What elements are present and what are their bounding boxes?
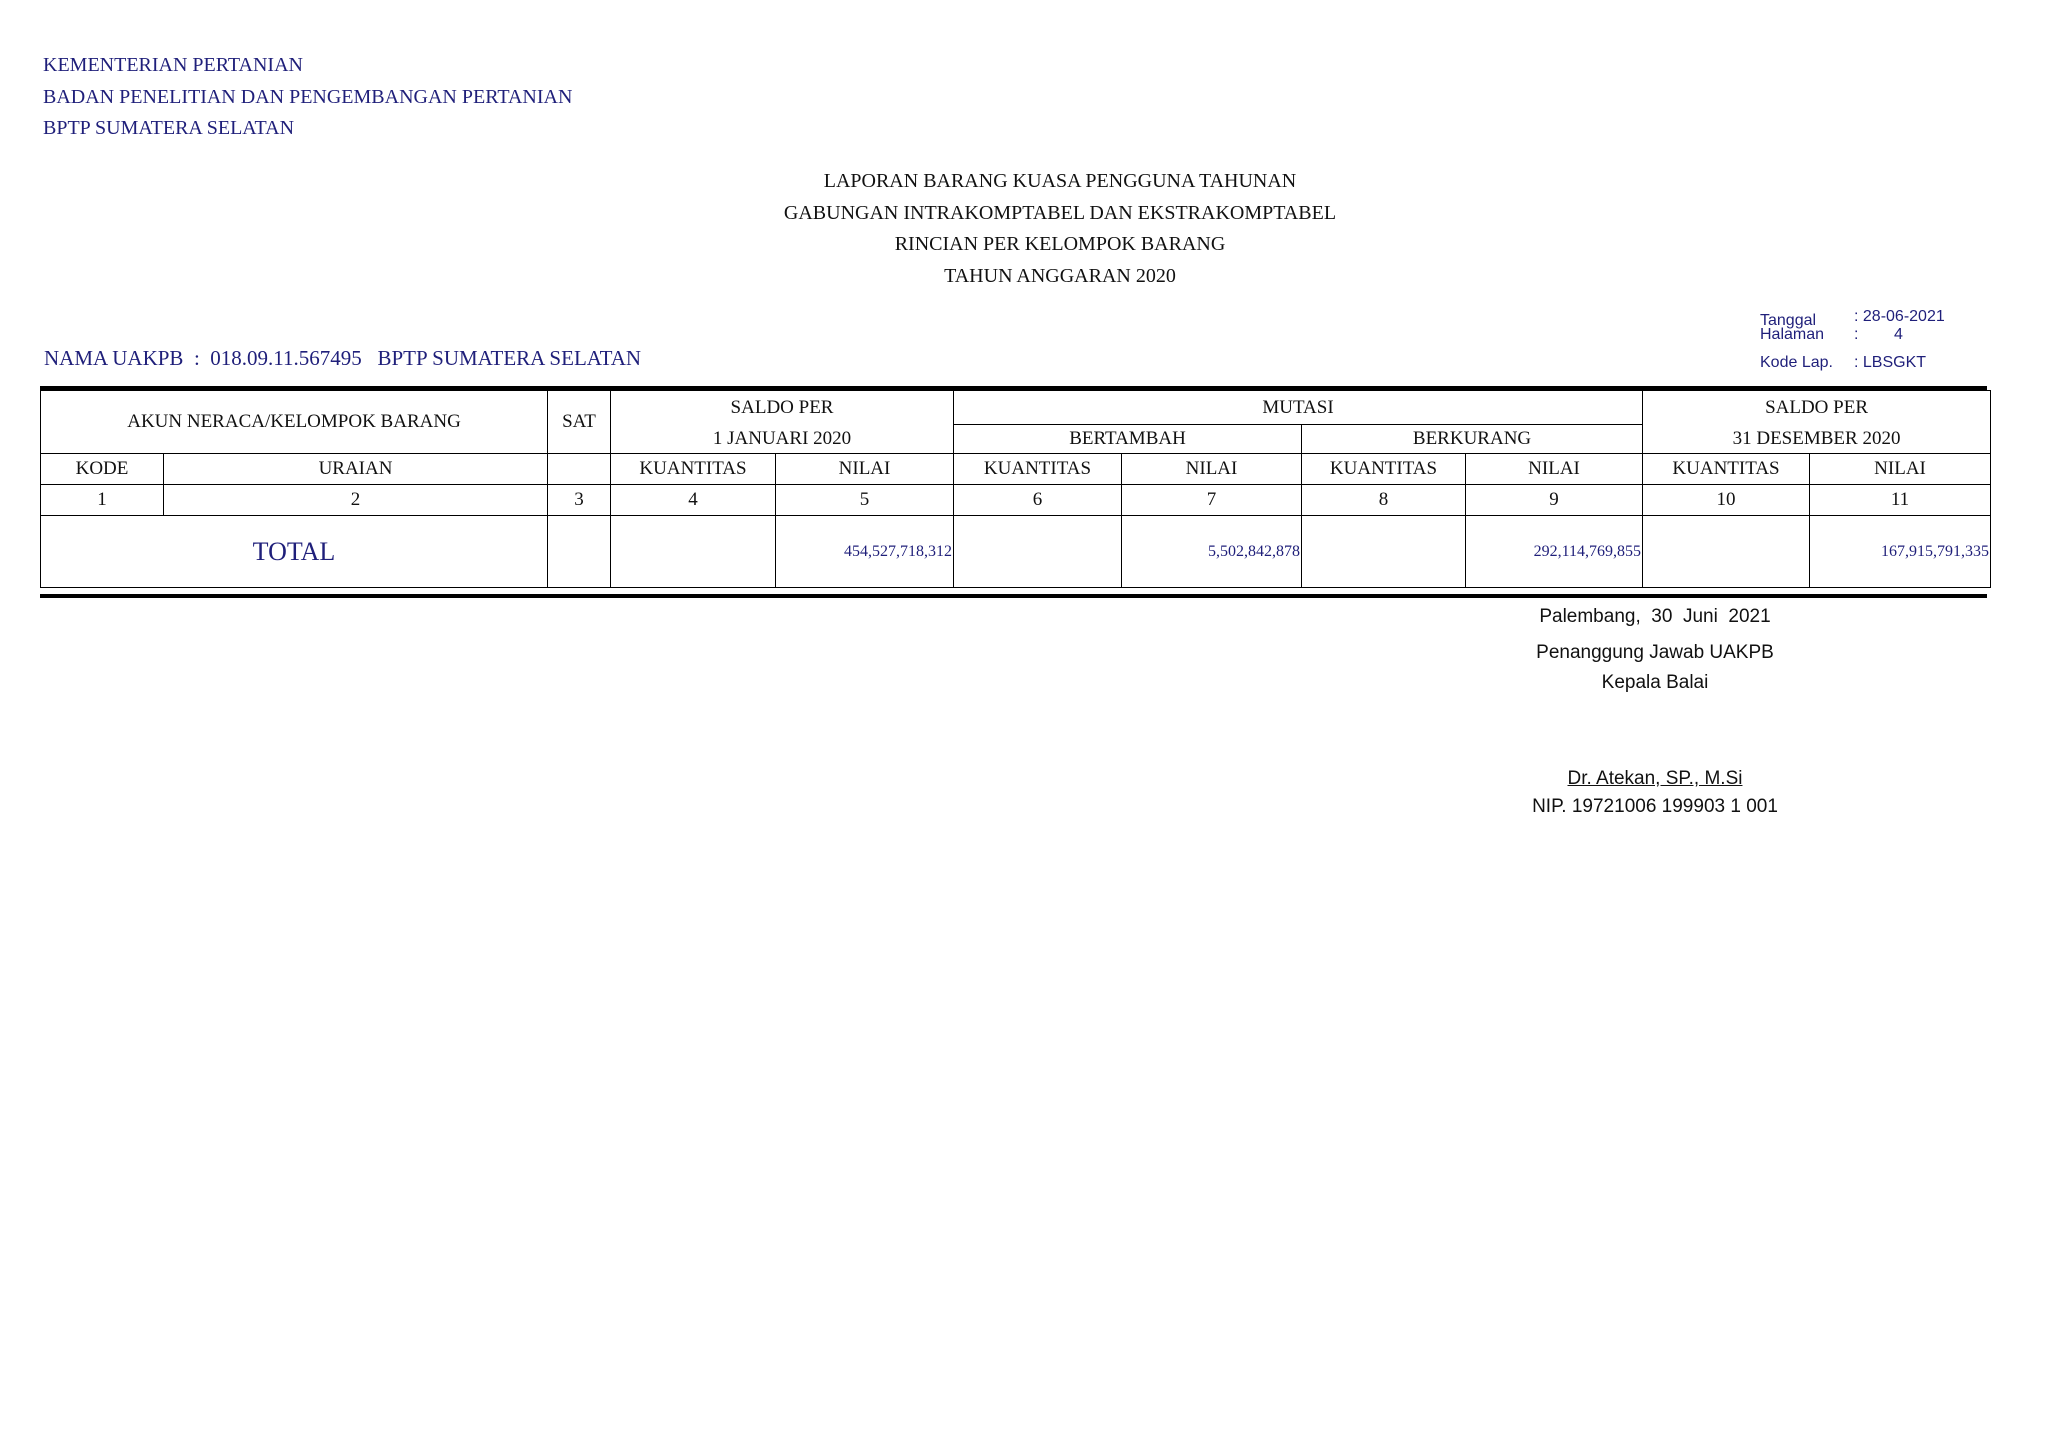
header-sat: SAT bbox=[548, 391, 611, 454]
header-nilai-berkurang: NILAI bbox=[1466, 454, 1643, 485]
header-kuantitas-awal: KUANTITAS bbox=[611, 454, 776, 485]
signature-place-date: Palembang, 30 Juni 2021 bbox=[1539, 606, 1771, 627]
meta-kode-value: : LBSGKT bbox=[1854, 354, 1927, 371]
signature-block bbox=[1480, 606, 1830, 818]
header-saldo-akhir-2: 31 DESEMBER 2020 bbox=[1643, 425, 1991, 454]
total-nilai-bertambah: 5,502,842,878 bbox=[1122, 516, 1302, 588]
col-number-4: 4 bbox=[611, 485, 776, 516]
header-sat-blank bbox=[548, 454, 611, 485]
header-saldo-awal-1: SALDO PER bbox=[611, 391, 954, 425]
report-title-line-1: LAPORAN BARANG KUASA PENGGUNA TAHUNAN bbox=[823, 170, 1297, 192]
report-title-line-2: GABUNGAN INTRAKOMPTABEL DAN EKSTRAKOMPTABEL bbox=[783, 201, 1337, 224]
col-number-5: 5 bbox=[776, 485, 954, 516]
header-uraian: URAIAN bbox=[164, 454, 548, 485]
org-line-ministry: KEMENTERIAN PERTANIAN bbox=[43, 54, 303, 76]
total-nilai-awal: 454,527,718,312 bbox=[776, 516, 954, 588]
header-kuantitas-akhir: KUANTITAS bbox=[1643, 454, 1810, 485]
meta-halaman-label: Halaman bbox=[1760, 326, 1825, 343]
total-kuantitas-akhir bbox=[1643, 516, 1810, 588]
report-title-line-4: TAHUN ANGGARAN 2020 bbox=[944, 264, 1176, 287]
col-number-7: 7 bbox=[1122, 485, 1302, 516]
meta-tanggal-value: : 28-06-2021 bbox=[1854, 308, 1945, 325]
table-bottom-rule bbox=[40, 594, 1987, 598]
header-akun: AKUN NERACA/KELOMPOK BARANG bbox=[41, 391, 548, 454]
header-kuantitas-berkurang: KUANTITAS bbox=[1302, 454, 1466, 485]
column-number-row bbox=[41, 485, 1991, 516]
total-kuantitas-bertambah bbox=[954, 516, 1122, 588]
report-title bbox=[600, 166, 1520, 292]
header-bertambah: BERTAMBAH bbox=[954, 425, 1302, 454]
signature-name: Dr. Atekan, SP., M.Si bbox=[1567, 768, 1743, 789]
col-number-11: 11 bbox=[1810, 485, 1991, 516]
report-table bbox=[40, 390, 1991, 588]
meta-halaman-value: : 4 bbox=[1854, 326, 1903, 343]
header-row-3 bbox=[41, 454, 1991, 485]
col-number-10: 10 bbox=[1643, 485, 1810, 516]
uakpb-name: NAMA UAKPB : 018.09.11.567495 BPTP SUMATERA SELATAN bbox=[44, 346, 642, 370]
total-kuantitas-awal bbox=[611, 516, 776, 588]
col-number-9: 9 bbox=[1466, 485, 1643, 516]
signature-nip: NIP. 19721006 199903 1 001 bbox=[1532, 796, 1778, 817]
header-nilai-bertambah: NILAI bbox=[1122, 454, 1302, 485]
header-saldo-akhir-1: SALDO PER bbox=[1643, 391, 1991, 425]
total-row bbox=[41, 516, 1991, 588]
organization-header bbox=[43, 50, 572, 145]
meta-kode-label: Kode Lap. bbox=[1760, 354, 1833, 371]
header-kode: KODE bbox=[41, 454, 164, 485]
total-label: TOTAL bbox=[41, 516, 548, 588]
col-number-8: 8 bbox=[1302, 485, 1466, 516]
signature-position: Kepala Balai bbox=[1601, 672, 1709, 693]
header-berkurang: BERKURANG bbox=[1302, 425, 1643, 454]
total-nilai-berkurang: 292,114,769,855 bbox=[1466, 516, 1643, 588]
col-number-1: 1 bbox=[41, 485, 164, 516]
total-sat bbox=[548, 516, 611, 588]
signature-role: Penanggung Jawab UAKPB bbox=[1536, 642, 1774, 663]
total-kuantitas-berkurang bbox=[1302, 516, 1466, 588]
header-mutasi: MUTASI bbox=[954, 391, 1643, 425]
header-nilai-awal: NILAI bbox=[776, 454, 954, 485]
col-number-2: 2 bbox=[164, 485, 548, 516]
col-number-3: 3 bbox=[548, 485, 611, 516]
meta-tanggal-label: Tanggal bbox=[1760, 312, 1817, 329]
header-nilai-akhir: NILAI bbox=[1810, 454, 1991, 485]
col-number-6: 6 bbox=[954, 485, 1122, 516]
header-kuantitas-bertambah: KUANTITAS bbox=[954, 454, 1122, 485]
report-title-line-3: RINCIAN PER KELOMPOK BARANG bbox=[894, 233, 1226, 255]
header-row-1 bbox=[41, 391, 1991, 425]
org-line-unit: BPTP SUMATERA SELATAN bbox=[43, 117, 295, 139]
total-nilai-akhir: 167,915,791,335 bbox=[1810, 516, 1991, 588]
org-line-agency: BADAN PENELITIAN DAN PENGEMBANGAN PERTANIAN bbox=[43, 85, 573, 108]
header-saldo-awal-2: 1 JANUARI 2020 bbox=[611, 425, 954, 454]
